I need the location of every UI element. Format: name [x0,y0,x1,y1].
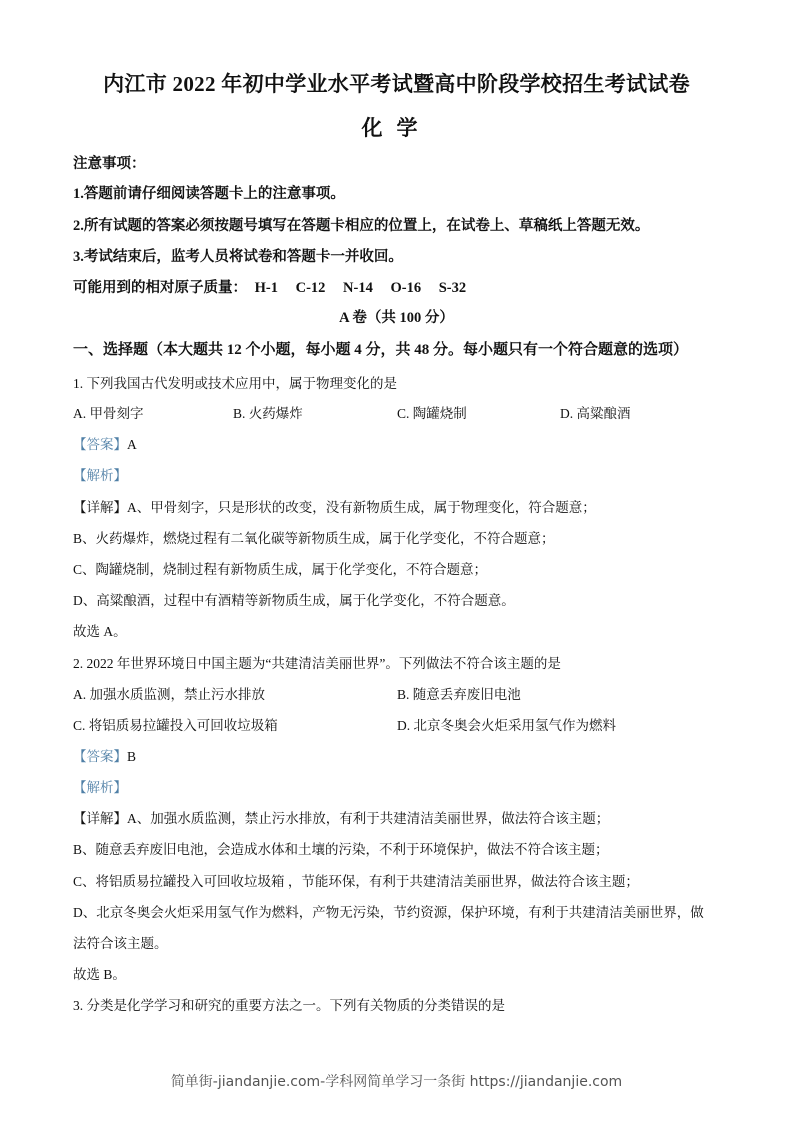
detail-tag: 【详解】 [73,811,127,826]
exam-title: 内江市 2022 年初中学业水平考试暨高中阶段学校招生考试试卷 [103,72,690,96]
detail-tag: 【详解】 [73,500,127,515]
analysis-tag: 【解析】 [73,780,127,795]
page-footer-watermark: 简单街-jiandanjie.com-学科网简单学习一条街 https://jiandanjie.com [170,1074,623,1090]
detail-line [73,496,596,516]
detail-line: C、将铝质易拉罐投入可回收垃圾箱 ，节能环保，有利于共建清洁美丽世界，做法符合该主题； [73,874,639,889]
detail-line: 法符合该主题。 [73,936,168,951]
detail-text: A、甲骨刻字，只是形状的改变，没有新物质生成，属于物理变化，符合题意； [127,500,596,515]
detail-line: D、北京冬奥会火炬采用氢气作为燃料，产物无污染，节约资源，保护环境，有利于共建清洁美丽世界，做 [73,905,704,920]
part-title: 一、选择题（本大题共 12 个小题，每小题 4 分，共 48 分。每小题只有一个符合题意的选项） [73,342,689,358]
analysis-tag: 【解析】 [73,468,127,483]
detail-text: A、加强水质监测，禁止污水排放，有利于共建清洁美丽世界，做法符合该主题； [127,811,610,826]
notice-item: 1.答题前请仔细阅读答题卡上的注意事项。 [73,186,345,202]
option-d: D. 北京冬奥会火炬采用氢气作为燃料 [397,718,616,733]
option-c: C. 陶罐烧制 [397,406,467,421]
notice-item: 3.考试结束后，监考人员将试卷和答题卡一并收回。 [73,249,403,265]
atomic-mass: N-14 [343,280,373,296]
answer-value: B [127,749,137,764]
conclusion: 故选 A。 [73,624,127,639]
answer-tag: 【答案】 [73,749,127,764]
detail-line: B、火药爆炸，燃烧过程有二氧化碳等新物质生成，属于化学变化，不符合题意； [73,531,555,546]
answer-line [73,433,137,453]
conclusion: 故选 B。 [73,967,126,982]
detail-line [73,807,609,827]
option-d: D. 高粱酿酒 [560,406,631,421]
atomic-mass: O-16 [390,280,422,296]
answer-value: A [127,437,137,452]
option-b: B. 随意丢弃废旧电池 [397,687,521,702]
question-stem: 1. 下列我国古代发明或技术应用中，属于物理变化的是 [73,376,397,391]
atomic-mass-label: 可能用到的相对原子质量： [73,280,247,296]
detail-line: D、高粱酿酒，过程中有酒精等新物质生成，属于化学变化，不符合题意。 [73,593,515,608]
atomic-mass: C-12 [295,280,326,296]
option-c: C. 将铝质易拉罐投入可回收垃圾箱 [73,718,278,733]
volume-title: A 卷（共 100 分） [339,310,454,326]
question-stem: 2. 2022 年世界环境日中国主题为“共建清洁美丽世界”。下列做法不符合该主题的是 [73,656,561,671]
notice-heading: 注意事项： [73,156,146,172]
atomic-masses [73,276,480,297]
answer-line [73,745,136,765]
atomic-mass: S-32 [438,280,467,296]
detail-line: B、随意丢弃废旧电池，会造成水体和土壤的污染，不利于环境保护，做法不符合该主题； [73,842,609,857]
subject-title: 化学 [361,116,432,140]
option-a: A. 甲骨刻字 [73,406,144,421]
atomic-mass: H-1 [254,280,278,296]
question-stem: 3. 分类是化学学习和研究的重要方法之一。下列有关物质的分类错误的是 [73,998,505,1013]
detail-line: C、陶罐烧制，烧制过程有新物质生成，属于化学变化，不符合题意； [73,562,488,577]
option-a: A. 加强水质监测，禁止污水排放 [73,687,265,702]
option-b: B. 火药爆炸 [233,406,303,421]
notice-item: 2.所有试题的答案必须按题号填写在答题卡相应的位置上，在试卷上、草稿纸上答题无效。 [73,218,650,234]
answer-tag: 【答案】 [73,437,127,452]
